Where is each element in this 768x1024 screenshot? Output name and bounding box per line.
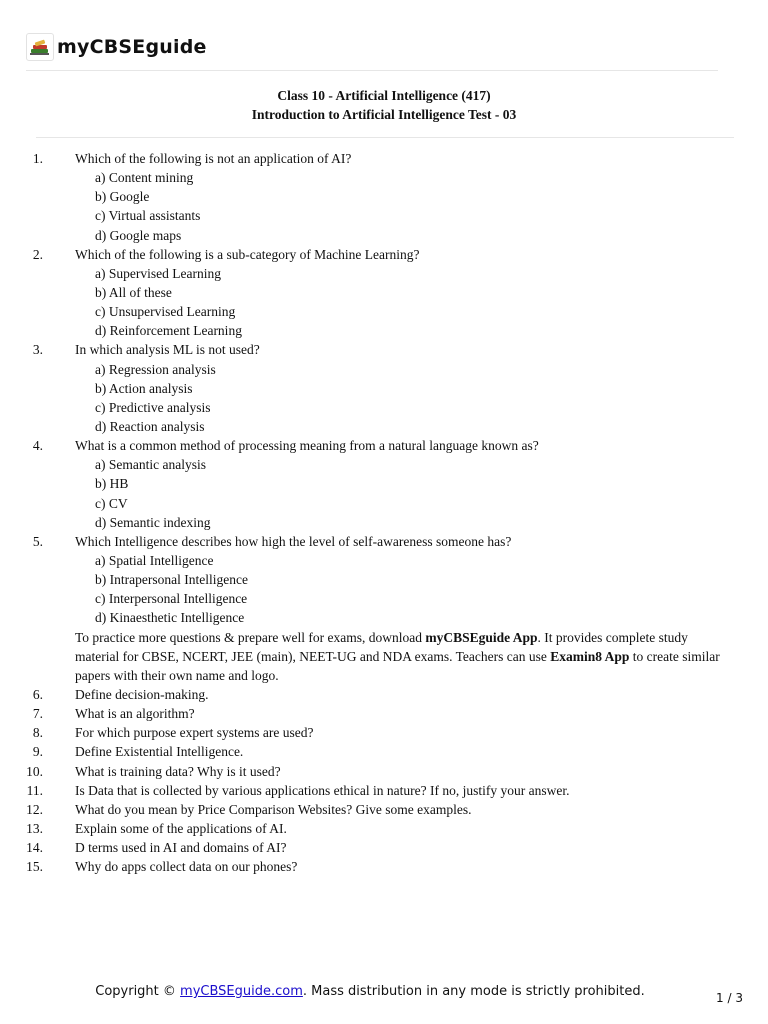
question-text: For which purpose expert systems are used? bbox=[75, 725, 314, 741]
question-text: Which of the following is not an application of AI? bbox=[75, 151, 352, 166]
question-number: 3. bbox=[32, 342, 43, 358]
question-item bbox=[0, 245, 740, 264]
answer-option: a) Supervised Learning bbox=[95, 265, 221, 281]
brand-name: myCBSEguide bbox=[57, 36, 207, 58]
answer-option: a) Regression analysis bbox=[95, 361, 216, 377]
question-text: Define Existential Intelligence. bbox=[75, 744, 244, 760]
question-number: 9. bbox=[32, 744, 43, 760]
question-number: 6. bbox=[32, 686, 43, 702]
question-item bbox=[0, 685, 740, 704]
question-item bbox=[0, 436, 740, 455]
question-text: What is an algorithm? bbox=[75, 706, 195, 722]
question-item bbox=[0, 800, 740, 819]
promo-note bbox=[75, 628, 735, 685]
note-examin8-name: Examin8 App bbox=[550, 648, 630, 664]
question-number: 4. bbox=[32, 438, 43, 454]
question-text: What do you mean by Price Comparison Websites? Give some examples. bbox=[75, 801, 472, 817]
answer-option: b) All of these bbox=[95, 284, 172, 300]
site-header bbox=[26, 32, 207, 62]
question-text: In which analysis ML is not used? bbox=[75, 342, 260, 358]
books-logo-icon bbox=[26, 33, 54, 61]
answer-option: d) Google maps bbox=[95, 227, 182, 243]
answer-option: d) Kinaesthetic Intelligence bbox=[95, 610, 245, 626]
page-title bbox=[0, 86, 768, 124]
question-number: 7. bbox=[32, 706, 43, 722]
question-item bbox=[0, 819, 740, 838]
answer-option: a) Spatial Intelligence bbox=[95, 552, 214, 568]
short-answer-section bbox=[0, 685, 740, 876]
question-number: 15. bbox=[26, 859, 43, 875]
question-text: Is Data that is collected by various applications ethical in nature? If no, justify your answer. bbox=[75, 782, 570, 798]
question-number: 12. bbox=[26, 801, 43, 817]
note-text-2: . It provides complete study material for CBSE, NCERT, JEE (main), NEET-UG and NDA exams. Teachers can use bbox=[75, 629, 688, 664]
question-item bbox=[0, 742, 740, 761]
question-number: 14. bbox=[26, 840, 43, 856]
question-item bbox=[0, 532, 740, 551]
question-text: Which Intelligence describes how high the level of self-awareness someone has? bbox=[75, 533, 512, 549]
page-number: 1 / 3 bbox=[716, 991, 743, 1005]
title-line-1: Class 10 - Artificial Intelligence (417) bbox=[277, 88, 491, 103]
question-item bbox=[0, 857, 740, 876]
question-number: 1. bbox=[32, 151, 43, 166]
mcq-section bbox=[0, 149, 740, 628]
footer-copyright bbox=[0, 984, 740, 999]
answer-option: c) CV bbox=[95, 495, 128, 511]
answer-option: d) Reaction analysis bbox=[95, 418, 205, 434]
header-divider bbox=[26, 70, 718, 71]
question-text: Why do apps collect data on our phones? bbox=[75, 859, 298, 875]
footer-prefix: Copyright © bbox=[95, 984, 181, 999]
footer-suffix: . Mass distribution in any mode is strictly prohibited. bbox=[302, 984, 645, 999]
question-text: Explain some of the applications of AI. bbox=[75, 820, 287, 836]
answer-option: c) Unsupervised Learning bbox=[95, 304, 236, 320]
question-item bbox=[0, 838, 740, 857]
answer-option: c) Interpersonal Intelligence bbox=[95, 591, 248, 607]
note-text-3: to create similar papers with their own name and logo. bbox=[75, 648, 720, 683]
question-item bbox=[0, 340, 740, 359]
question-number: 2. bbox=[32, 246, 43, 262]
answer-option: d) Semantic indexing bbox=[95, 514, 211, 530]
answer-option: b) Action analysis bbox=[95, 380, 193, 396]
question-item bbox=[0, 704, 740, 723]
question-item bbox=[0, 781, 740, 800]
answer-option: d) Reinforcement Learning bbox=[95, 323, 242, 339]
question-number: 10. bbox=[26, 763, 43, 779]
note-app-name: myCBSEguide App bbox=[425, 629, 538, 645]
answer-option: a) Content mining bbox=[95, 170, 194, 186]
question-text: What is training data? Why is it used? bbox=[75, 763, 281, 779]
answer-option: b) Google bbox=[95, 189, 150, 205]
answer-option: c) Virtual assistants bbox=[95, 208, 201, 224]
note-text-1: To practice more questions & prepare well for exams, download bbox=[75, 629, 426, 645]
title-line-2: Introduction to Artificial Intelligence Test - 03 bbox=[251, 107, 517, 122]
question-number: 8. bbox=[32, 725, 43, 741]
question-item bbox=[0, 723, 740, 742]
question-text: Define decision-making. bbox=[75, 686, 209, 702]
answer-option: c) Predictive analysis bbox=[95, 399, 211, 415]
question-item bbox=[0, 149, 740, 168]
answer-option: b) Intrapersonal Intelligence bbox=[95, 572, 248, 588]
title-divider bbox=[36, 137, 734, 138]
question-text: What is a common method of processing meaning from a natural language known as? bbox=[75, 438, 539, 454]
question-list bbox=[0, 149, 740, 876]
question-number: 5. bbox=[32, 533, 43, 549]
question-item bbox=[0, 762, 740, 781]
question-text: Which of the following is a sub-category of Machine Learning? bbox=[75, 246, 420, 262]
question-number: 11. bbox=[26, 782, 43, 798]
answer-option: a) Semantic analysis bbox=[95, 457, 206, 473]
answer-option: b) HB bbox=[95, 476, 129, 492]
footer-link[interactable]: myCBSEguide.com bbox=[180, 984, 303, 999]
question-text: D terms used in AI and domains of AI? bbox=[75, 840, 287, 856]
question-number: 13. bbox=[26, 820, 43, 836]
